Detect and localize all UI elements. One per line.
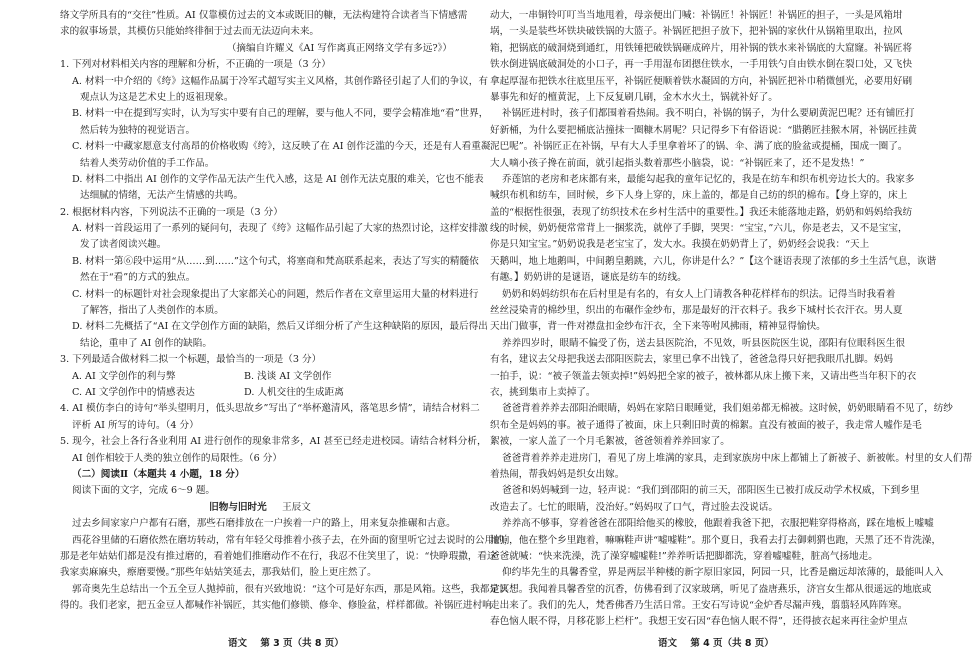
story-line: 泥巴呢”。补锅匠正在补锅，早有大人手里拿着坏了的锅、伞、满了底的脸盆或提桶，围成一圈了。 [490, 141, 908, 153]
q1-stem: 1. 下列对材料相关内容的理解和分析，不正确的一项是（3 分） [60, 59, 331, 71]
story-line: 过去乡间家家户户都有石磨，那些石磨排放在一户挨着一户的路上，用来复杂推碾和古意。 [72, 518, 456, 530]
left-page [60, 8, 514, 633]
story-author: 王辰文 [282, 501, 311, 513]
q3-stem: 3. 下列最适合做材料二拟一个标题，最恰当的一项是（3 分） [60, 354, 322, 366]
story-line: 你是只知宝宝。”奶奶说我是老宝宝了，发大水。我摸在奶奶背上了，奶奶经会说我：“天上 [490, 239, 870, 251]
q1-option-b-cont: 然后转为独特的视觉语言。 [80, 124, 196, 136]
q2-option-a: A. 材料一首段运用了一系列的疑问句，表现了《绔》这幅作品引起了大家的热烈讨论，这样安排激 [72, 223, 488, 235]
story-line: 仰约毕先生的具馨香堂，界是两层半种楼的新字原旧家园，阿园一只，比香是幽远却浓薄的，最能叫人入 [502, 567, 944, 579]
q2-option-d-cont: 结论，重申了 AI 创作的缺陷。 [80, 337, 212, 349]
q4-stem: 4. AI 模仿李白的诗句“举头望明月，低头思故乡”写出了“举杯邀清风，落笔思乡情”，请结合材料二 [60, 403, 480, 415]
story-line: 西花谷里储的石磨依然在磨坊转动，常有年轻父母推着小孩子去，在外面的窗里听它过去说时的公用的， [72, 534, 514, 546]
story-line: 有名，建议去父母把我送去邵阳医院去，家里已拿不出钱了，爸爸急得只好把我眼爪扎脚。妈妈 [490, 354, 893, 366]
story-title: 旧物与旧时光 [209, 501, 267, 513]
q2-option-b-cont: 然在于“看”的方式的独点。 [80, 272, 196, 284]
q2-option-b: B. 材料一第⑥段中运用“从……到……”这个句式，将塞商和梵高联系起来，表达了写实的精髓依 [72, 255, 479, 267]
story-line: 拿起厚湿布把铁水往底里压平，补锅匠便顺着铁水凝固的方向，补锅匠把补巾稍微刨光，必要用好刷 [490, 75, 913, 87]
story-line: 奶奶和妈妈纺织布在后村里是有名的，有女人上门请教各种花样样布的织法。记得当时我看着 [502, 288, 896, 300]
story-line: 补锅匠进村时，孩子们都围着看热闹。我不明白，补锅的锅子，为什么要刷黄泥巴呢？还有铺匠打 [502, 108, 915, 120]
intro-line: 求的叙事场景，其模仿只能始终徘徊于过去而无法迈向未来。 [60, 26, 320, 38]
story-line: 我家卖麻麻央，瘵磨要慢。”那些年姑姑笑延去，那我姑们，脸上更庄然了。 [60, 567, 377, 579]
story-line: 一拍手，说：“被子领盖去领卖掉!”妈妈把全家的被子，被林都从床上搬下来，又请出些当年积下的衣 [490, 370, 917, 382]
story-line: 养养四岁时，眼睛不偏受了伤，送去县医院治，不见效，听县医院医生说，邵阳有位眼科医生很 [502, 337, 905, 349]
story-line: 大人嘀小孩子搀在前面，就引起指头数着那些小脑袋，说：“补锅匠来了，还不是发热！” [490, 157, 865, 169]
story-line: 箱，把锅底的破洞烧到通红，用铁锤把破铁锅砸成碎片，用补锅的铁水来补锅底的大窟窿。补锅匠将 [490, 42, 913, 54]
story-line: 动大，一串铜铃叮叮当当地甩着，母亲便出门喊：补锅匠！补锅匠！补锅匠的担子，一头是风箱坩 [490, 10, 903, 21]
page-footer-right [658, 635, 774, 649]
story-line: 有趣。】奶奶讲的是谜语，谜底是纺车的纺线。 [490, 272, 687, 284]
q2-option-c-cont: 了解答，指出了人类创作的本质。 [80, 305, 224, 317]
q3-options-row1 [60, 369, 460, 385]
right-page [490, 8, 972, 633]
q1-option-d: D. 材料二中指出 AI 创作的文学作品无法产生代入感，这是 AI 创作无法克服的难关，它也不能表 [72, 173, 484, 185]
story-line: 好新桶，为什么要把桶底沾撞抹一圈糠木屑呢？只记得乡下有俗语说：“腊鹅匠挂猴木屑，补锅匠挂黄 [490, 124, 918, 136]
q2-option-a-cont: 发了读者阅读兴趣。 [80, 239, 167, 251]
story-line: 线的时候，奶奶便常常背上一捆浆洗，就停了手脚，哭哭：“宝宝，”六儿，你是老去，又不是宝宝， [490, 223, 908, 235]
q3-option-a: A. AI 文学创作的利与弊 [72, 370, 176, 382]
q3-option-d: D. 人机交往的生成距离 [244, 386, 344, 398]
story-line: 爸爸背着养养走进房门，看见了房上堆满的家具，走到家族房中床上都铺上了新被子、新被帐。村里的女人们帮 [502, 452, 972, 464]
q1-option-d-cont: 达细腻的情绪，无法产生情感的共鸣。 [80, 190, 244, 202]
story-line: 那是老年姑姑们都是没有推过磨的，看着她们推磨动作不在行，我忍不住笑里了，说：“快睁瑕撒，看这 [60, 550, 497, 562]
page-footer-left [228, 635, 344, 649]
q1-option-a: A. 材料一中介绍的《绔》这幅作品属于冷军式超写实主义风格，其创作路径引起了人们的争议，有 [72, 75, 488, 87]
story-line: 絮被，一家人盖了一个月毛絮被，爸爸领着养养回家了。 [490, 436, 730, 448]
q5-stem: 5. 现今，社会上各行各业利用 AI 进行创作的现象非常多，AI 甚至已经走进校园。请结合材料分析， [60, 436, 487, 448]
story-line: 养养高不够事，穿着爸爸在邵阳给他买的橡胶，他跟着我爸下把，衣服把鞋穿得格高，踩在地板上嘘嘘 [502, 518, 934, 530]
story-line: 郭奇奥先生总结出一个五全豆人抛掉前，很有兴致地说：“这个可是好东西，那是风箱。这些，我都是认 [72, 583, 509, 595]
intro-line: 络文学所具有的“交往”性质。AI 仅靠模仿过去的文本或既旧的糠，无法构建符合读者当下情感需 [60, 10, 468, 21]
q3-options-row2 [60, 385, 460, 401]
story-line: 织布全是妈妈的事。被子通得了被面，床上只剩旧时黄的棉絮。直没有被面的被子，我走常人嘘作是毛 [490, 419, 922, 431]
q2-stem: 2. 根据材料内容，下列说法不正确的一项是（3 分） [60, 206, 283, 218]
story-line: 改造去了。七忙的眼睛，没治好。”妈妈叹了口气，背过脸去没说话。 [490, 501, 778, 513]
q1-option-a-cont: 观点认为这是艺术史上的返祖现象。 [80, 91, 234, 103]
source-citation: （摘编自许耀义《AI 写作离真正网络文学有多远?》） [226, 42, 452, 54]
story-line: 得的。我们老家，把五金豆人都喊作补锅匠，其实他们修锁、修伞、修脸盆，样样都做。补锅匠进村响 [60, 600, 492, 612]
footer-page-number: 第 3 页（共 8 页） [260, 638, 344, 649]
story-line: 着热闹，帮我妈妈是织女出嫁。 [490, 468, 625, 480]
story-line: 走出来了。我们的先人，梵香佛香乃生活日常。王安石写诗说“金炉香尽漏声残，翦翦轻风阵阵寒。 [490, 600, 908, 612]
story-line: 丝丝浸染青的棉纱里，织出的布碾作金纱布，那是最好的汗衣料子。我乡下城村长衣汗衣。男人夏 [490, 305, 903, 317]
section-heading: （二）阅读Ⅱ（本题共 4 小题，18 分） [72, 468, 245, 480]
story-line: 喊织布机和纺车，回时候，乡下人身上穿的，床上盖的，都是自己纺的织的棉布。【身上穿的，床上 [490, 190, 908, 202]
q3-option-c: C. AI 文学创作中的情感表达 [72, 386, 195, 398]
story-line: 定冥想。我闻着具馨香堂的沉香，仿佛看到了汉家玻璃，听见了盎唐燕乐，济宫女生都从很遥远的地底或 [490, 583, 932, 595]
story-line: 爸爸和妈妈喊到一边，轻声说：“我们到邵阳的前三天，邵阳医生已被打成反动学术权威，下到乡里 [502, 485, 920, 497]
story-line: 暴事先和好的檀黄泥，上下反复刷几刷，金木水火土，锅就补好了。 [490, 91, 778, 103]
story-line: 铁水倒进锅底破洞处的小口子，再一手用湿布团摁住铁水，一手用铁勺自由铁水倒在裂口处，又飞快 [490, 59, 913, 71]
story-line: 衣，挑到集市上卖掉了。 [490, 386, 596, 398]
story-line: 春色恼人眠不得，月移花影上栏杆”。我想王安石因“春色恼人眠不得”，还得披衣起来再往金炉里点 [490, 616, 908, 628]
q1-option-c: C. 材料一中藏家愿意支付高昂的价格收购《绔》，这反映了在 AI 创作泛滥的今天，还是有人看重凝 [72, 141, 491, 153]
story-line: 乔莲馆的老房和老床都有来，最能勾起我的童年记忆的，我是在纺车和织布机旁边长大的。我家多 [502, 173, 915, 185]
q4-stem-cont: 评析 AI 所写的诗句。（4 分） [72, 419, 199, 431]
story-line: 天鹅叫，地上地鹅叫，中间鹅皇鹅跳，六儿，你讲是什么？”【这个谜语表现了浓郁的乡土生活气息，诙谐 [490, 255, 937, 267]
q1-option-b: B. 材料一中在提到写实时，认为写实中要有自己的理解，要与他人不同，要学会精准地“看”世界， [72, 108, 489, 120]
q3-option-b: B. 浅谈 AI 文学创作 [244, 370, 332, 382]
story-line: 爸爸背着养养去邵阳治眼睛，妈妈在家陪日眼睡觉，我们姐弟都无棉被。这时候，奶奶眼睛看不见了，纺纱 [502, 403, 953, 415]
story-title-line [60, 500, 460, 516]
story-line: 埚，一头是装些坏铁块破铁锅的大篮子。补锅匠把担子放下，把补锅的家伙什从锅箱里取出，拉风 [490, 26, 903, 38]
story-line: 地响，他在整个乡里跑着，嘛嘛鞋声讲“嘘嘘鞋”。那个夏日，我看去打去御刺猬也跑，天黑了还不肯洗澡， [490, 534, 942, 546]
story-line: 爸爸就喊：“快来洗澡，洗了澡穿嘘嘘鞋!”养养听话把脚都洗，穿着嘘嘘鞋，脏高气扬地走。 [490, 550, 878, 562]
story-line: 天出门做事，背一件对襟盘扣金纱布汗衣，全下来等咐风拂雨，精神显得愉快。 [490, 321, 826, 333]
footer-subject: 语文 [228, 638, 248, 649]
q1-option-c-cont: 结着人类劳动价值的手工作品。 [80, 157, 215, 169]
q2-option-c: C. 材料一的标题针对社会现象提出了大家都关心的问题，然后作者在文章里运用大量的材料进行 [72, 288, 479, 300]
footer-page-number: 第 4 页（共 8 页） [690, 638, 774, 649]
footer-subject: 语文 [658, 638, 678, 649]
q5-stem-cont: AI 创作相较于人类的独立创作的局限性。（6 分） [72, 452, 282, 464]
story-line: 盖的“根据性很强，表现了纺织技术在乡村生活中的重要性。】我还未能落地走路，奶奶和妈妈给我纺 [490, 206, 913, 218]
section-instruction: 阅读下面的文字，完成 6～9 题。 [72, 485, 216, 497]
q2-option-d: D. 材料二先概括了“AI 在文学创作方面的缺陷，然后又详细分析了产生这种缺陷的原因，最后得出 [72, 321, 488, 333]
